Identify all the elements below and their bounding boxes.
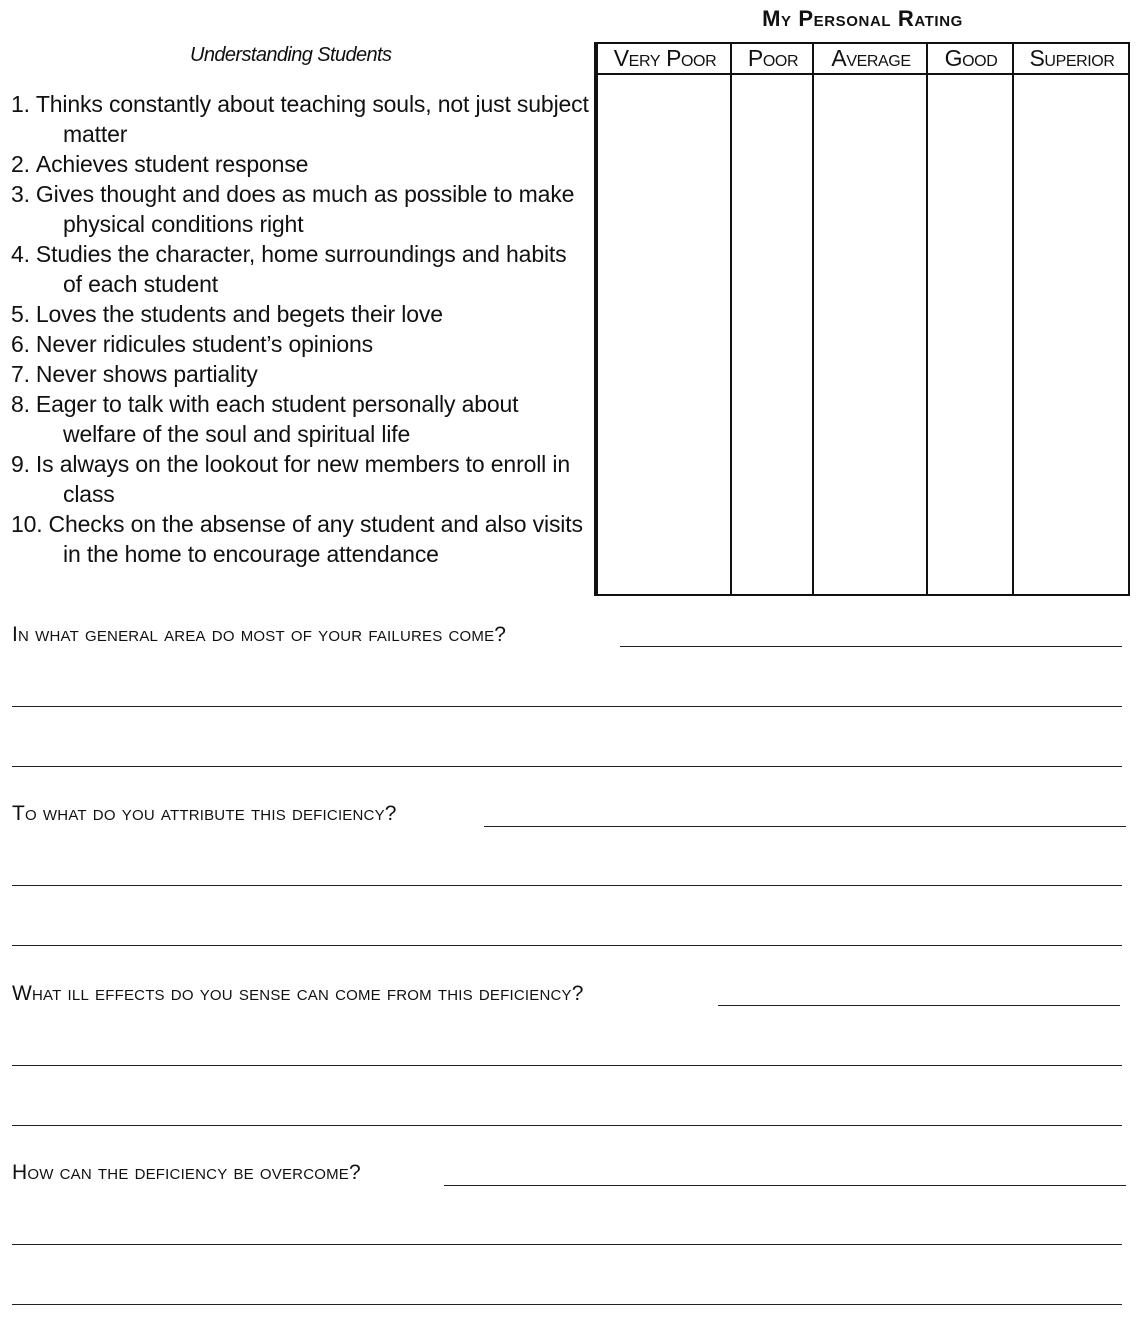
column-header: Very Poor: [613, 45, 717, 71]
item-number: 1.: [11, 91, 30, 117]
list-item: [11, 89, 591, 149]
question-label: To what do you attribute this deficiency?: [12, 802, 397, 825]
answer-line[interactable]: [12, 1304, 1122, 1305]
rating-column-poor[interactable]: [730, 44, 814, 594]
answer-line[interactable]: [12, 1065, 1122, 1066]
item-text: Is always on the lookout for new members to enroll in class: [35, 451, 570, 507]
item-text: Loves the students and begets their love: [35, 301, 443, 327]
answer-line[interactable]: [12, 766, 1122, 767]
column-header: Superior: [1029, 45, 1115, 71]
rating-column-superior[interactable]: [1012, 44, 1130, 594]
list-item: [11, 509, 591, 569]
question-label: How can the deficiency be overcome?: [12, 1161, 361, 1184]
item-number: 9.: [11, 451, 30, 477]
list-item: [11, 359, 591, 389]
criteria-list: [11, 89, 591, 569]
column-header: Good: [944, 45, 998, 71]
answer-line[interactable]: [718, 1005, 1120, 1006]
item-text: Achieves student response: [35, 151, 309, 177]
column-header: Average: [831, 45, 911, 71]
item-number: 2.: [11, 151, 30, 177]
rating-column-average[interactable]: [812, 44, 928, 594]
item-number: 6.: [11, 331, 30, 357]
list-item: [11, 329, 591, 359]
section-title: Understanding Students: [190, 44, 392, 66]
list-item: [11, 389, 591, 449]
item-number: 4.: [11, 241, 30, 267]
question-label: What ill effects do you sense can come from this deficiency?: [12, 982, 584, 1005]
item-number: 7.: [11, 361, 30, 387]
rating-column-good[interactable]: [926, 44, 1014, 594]
item-text: Checks on the absense of any student and also visits in the home to encourage attendance: [48, 511, 583, 567]
item-text: Never ridicules student’s opinions: [35, 331, 373, 357]
item-number: 10.: [11, 511, 43, 537]
item-text: Studies the character, home surroundings and habits of each student: [35, 241, 567, 297]
item-number: 8.: [11, 391, 30, 417]
list-item: [11, 299, 591, 329]
answer-line[interactable]: [444, 1185, 1126, 1186]
rating-column-very-poor[interactable]: [596, 44, 732, 594]
list-item: [11, 149, 591, 179]
answer-line[interactable]: [12, 885, 1122, 886]
item-text: Never shows partiality: [35, 361, 258, 387]
answer-line[interactable]: [12, 1244, 1122, 1245]
list-item: [11, 449, 591, 509]
question-label: In what general area do most of your failures come?: [12, 623, 507, 646]
list-item: [11, 239, 591, 299]
item-number: 3.: [11, 181, 30, 207]
item-text: Gives thought and does as much as possible to make physical conditions right: [35, 181, 575, 237]
item-text: Eager to talk with each student personally about welfare of the soul and spiritual life: [35, 391, 519, 447]
answer-line[interactable]: [12, 945, 1122, 946]
item-text: Thinks constantly about teaching souls, not just subject matter: [35, 91, 589, 147]
answer-line[interactable]: [12, 1125, 1122, 1126]
column-header: Poor: [747, 45, 799, 71]
rating-grid: [594, 42, 1130, 596]
answer-line[interactable]: [484, 826, 1126, 827]
list-item: [11, 179, 591, 239]
item-number: 5.: [11, 301, 30, 327]
rating-title: My Personal Rating: [762, 6, 963, 31]
answer-line[interactable]: [620, 646, 1122, 647]
answer-line[interactable]: [12, 706, 1122, 707]
